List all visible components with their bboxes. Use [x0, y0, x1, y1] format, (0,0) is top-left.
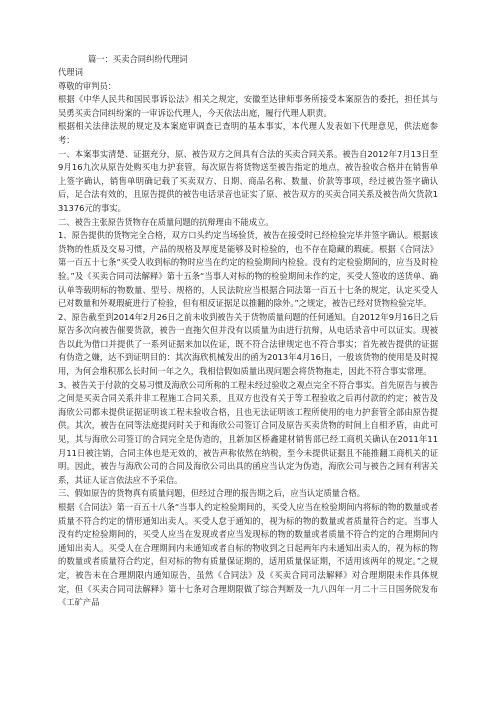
paragraph-intro: 根据《中华人民共和国民事诉讼法》相关之规定，安徽至达律师事务所接受本案原告的委托，担任其与吴勇买卖合同纠纷案的一审诉讼代理人，今天依法出庭，履行代理人职责。 [58, 94, 438, 118]
paragraph-section-2-heading: 二、被告主张原告货物存在质量问题的抗辩理由不能成立。 [58, 216, 274, 227]
paragraph-salutation: 尊敬的审判员： [58, 80, 117, 91]
paragraph-section-2-point-2: 2、原告截至到2014年2月26日之前未收到被告关于货物质量问题的任何通知。自2012年9月16日之后原告多次向被告催要货款，被告一直拖欠但并没有以质量为由进行抗辩，从电话录音中可以证实。现被告以此为借口并提供了一系列证据来加以佐证，既不符合法律规定也不符合事实；首先被告提供的证据有伪造之嫌，达不到证明目的：其次海欣机械发出的函为2013年4月16日，一般该货物的使用是及时搅用，为何会堆积那么长时间一年之久，我相信假如质量出现问题会将货物拖走，因此不符合事实常理。 [58, 311, 438, 377]
paragraph-section-2-point-1: 1、原告提供的货物完全合格，双方口头约定当场验货，被告在接受时已经检验完毕并签字确认。根据该货物的性质及交易习惯，产品的规格及厚度是能够及时检验的，也不存在隐藏的瑕疵。根据《合同法》第一百五十七条“买受人收到标的物时应当在约定的检验期间内检验。没有约定检验期间的，应当及时检验。”及《买卖合同司法解释》第十五条“当事人对标的物的检验期间未作约定，买受人签收的送货单、确认单等载明标的物数量、型号、规格的，人民法院应当根据合同法第一百五十七条的规定，认定买受人已对数量和外观瑕疵进行了检验，但有相反证据足以推翻的除外。”之规定，被告已经对货物检验完毕。 [58, 230, 438, 309]
paragraph-heading: 代理词 [58, 67, 83, 77]
document-body [58, 66, 438, 610]
paragraph-section-3-heading: 三、假如原告的货物真有质量问题，但经过合理的报告期之后，应当认定质量合格。 [58, 488, 365, 499]
paragraph-section-3-body: 根据《合同法》第一百五十八条“当事人约定检验期间的，买受人应当在检验期间内将标的物的数量或者质量不符合约定的情形通知出卖人。买受人怠于通知的，视为标的物的数量或者质量符合约定。当事人没有约定检验期间的，买受人应当在发现或者应当发现标的物的数量或者质量不符合约定的合理期间内通知出卖人。买受人在合理期间内未通知或者自标的物收到之日起两年内未通知出卖人的，视为标的物的数量或者质量符合约定，但对标的物有质量保证期的，适用质量保证期，不适用该两年的规定。”之规定，被告未在合理期限内通知原告，虽然《合同法》及《买卖合同司法解释》对合理期限未作具体规定，但《买卖合同司法解释》第十七条对合理期限做了综合判断及一九八四年一月二十三日国务院发布《工矿产品 [58, 502, 438, 608]
paragraph-section-1: 一、本案事实清楚、证据充分，原、被告双方之间具有合法的买卖合同关系。被告自2012年7月13日至9月16九次从原告处购买电力护套管，每次原告将货物送至被告指定的地点，被告验收合格并在销售单上签字确认，销售单明确记载了买卖双方、日期、商品名称、数量、价款等事项，经过被告签字确认后，足合法有效的，且原告提供的被告电话录音也证实了原、被告双方的买卖合同关系及被告尚欠货款131376元的事实。 [58, 148, 438, 213]
document-title: 篇一：买卖合同纠纷代理词 [88, 54, 188, 64]
paragraph-section-2-point-3: 3、被告关于付款的交易习惯及海欣公司所称的工程未经过验收之观点完全不符合事实。首先原告与被告之间是买卖合同关系并非工程施工合同关系，且双方也没有关于等工程验收之后再付款的约定；被告及海欣公司都未提供证据证明该工程未验收合格，且也无法证明该工程所使用的电力护套管全部由原告提供。其次，被告在同等法庭提问时关于和海欣公司签订合同及原告买卖货物的时间上自相矛盾，由此可见，其与海欣公司签订的合同完全是伪造的，且新加区桥鑫建材销售部已经工商机关确认在2011年11月11日被注销，合同主体也是无效的，被告声称依然在纳税，至今未提供证据且不能推翻工商机关的证明。因此，被告与海欣公司的合同及海欣公司出具的函应当认定为伪造，海欣公司与被告之间有利害关系，其证人证言依法应不予采信。 [58, 379, 438, 485]
paragraph-intro-2: 根据相关法律法规的规定及本案庭审调查已查明的基本事实，本代理人发表如下代理意见，供法庭参考： [58, 121, 438, 145]
